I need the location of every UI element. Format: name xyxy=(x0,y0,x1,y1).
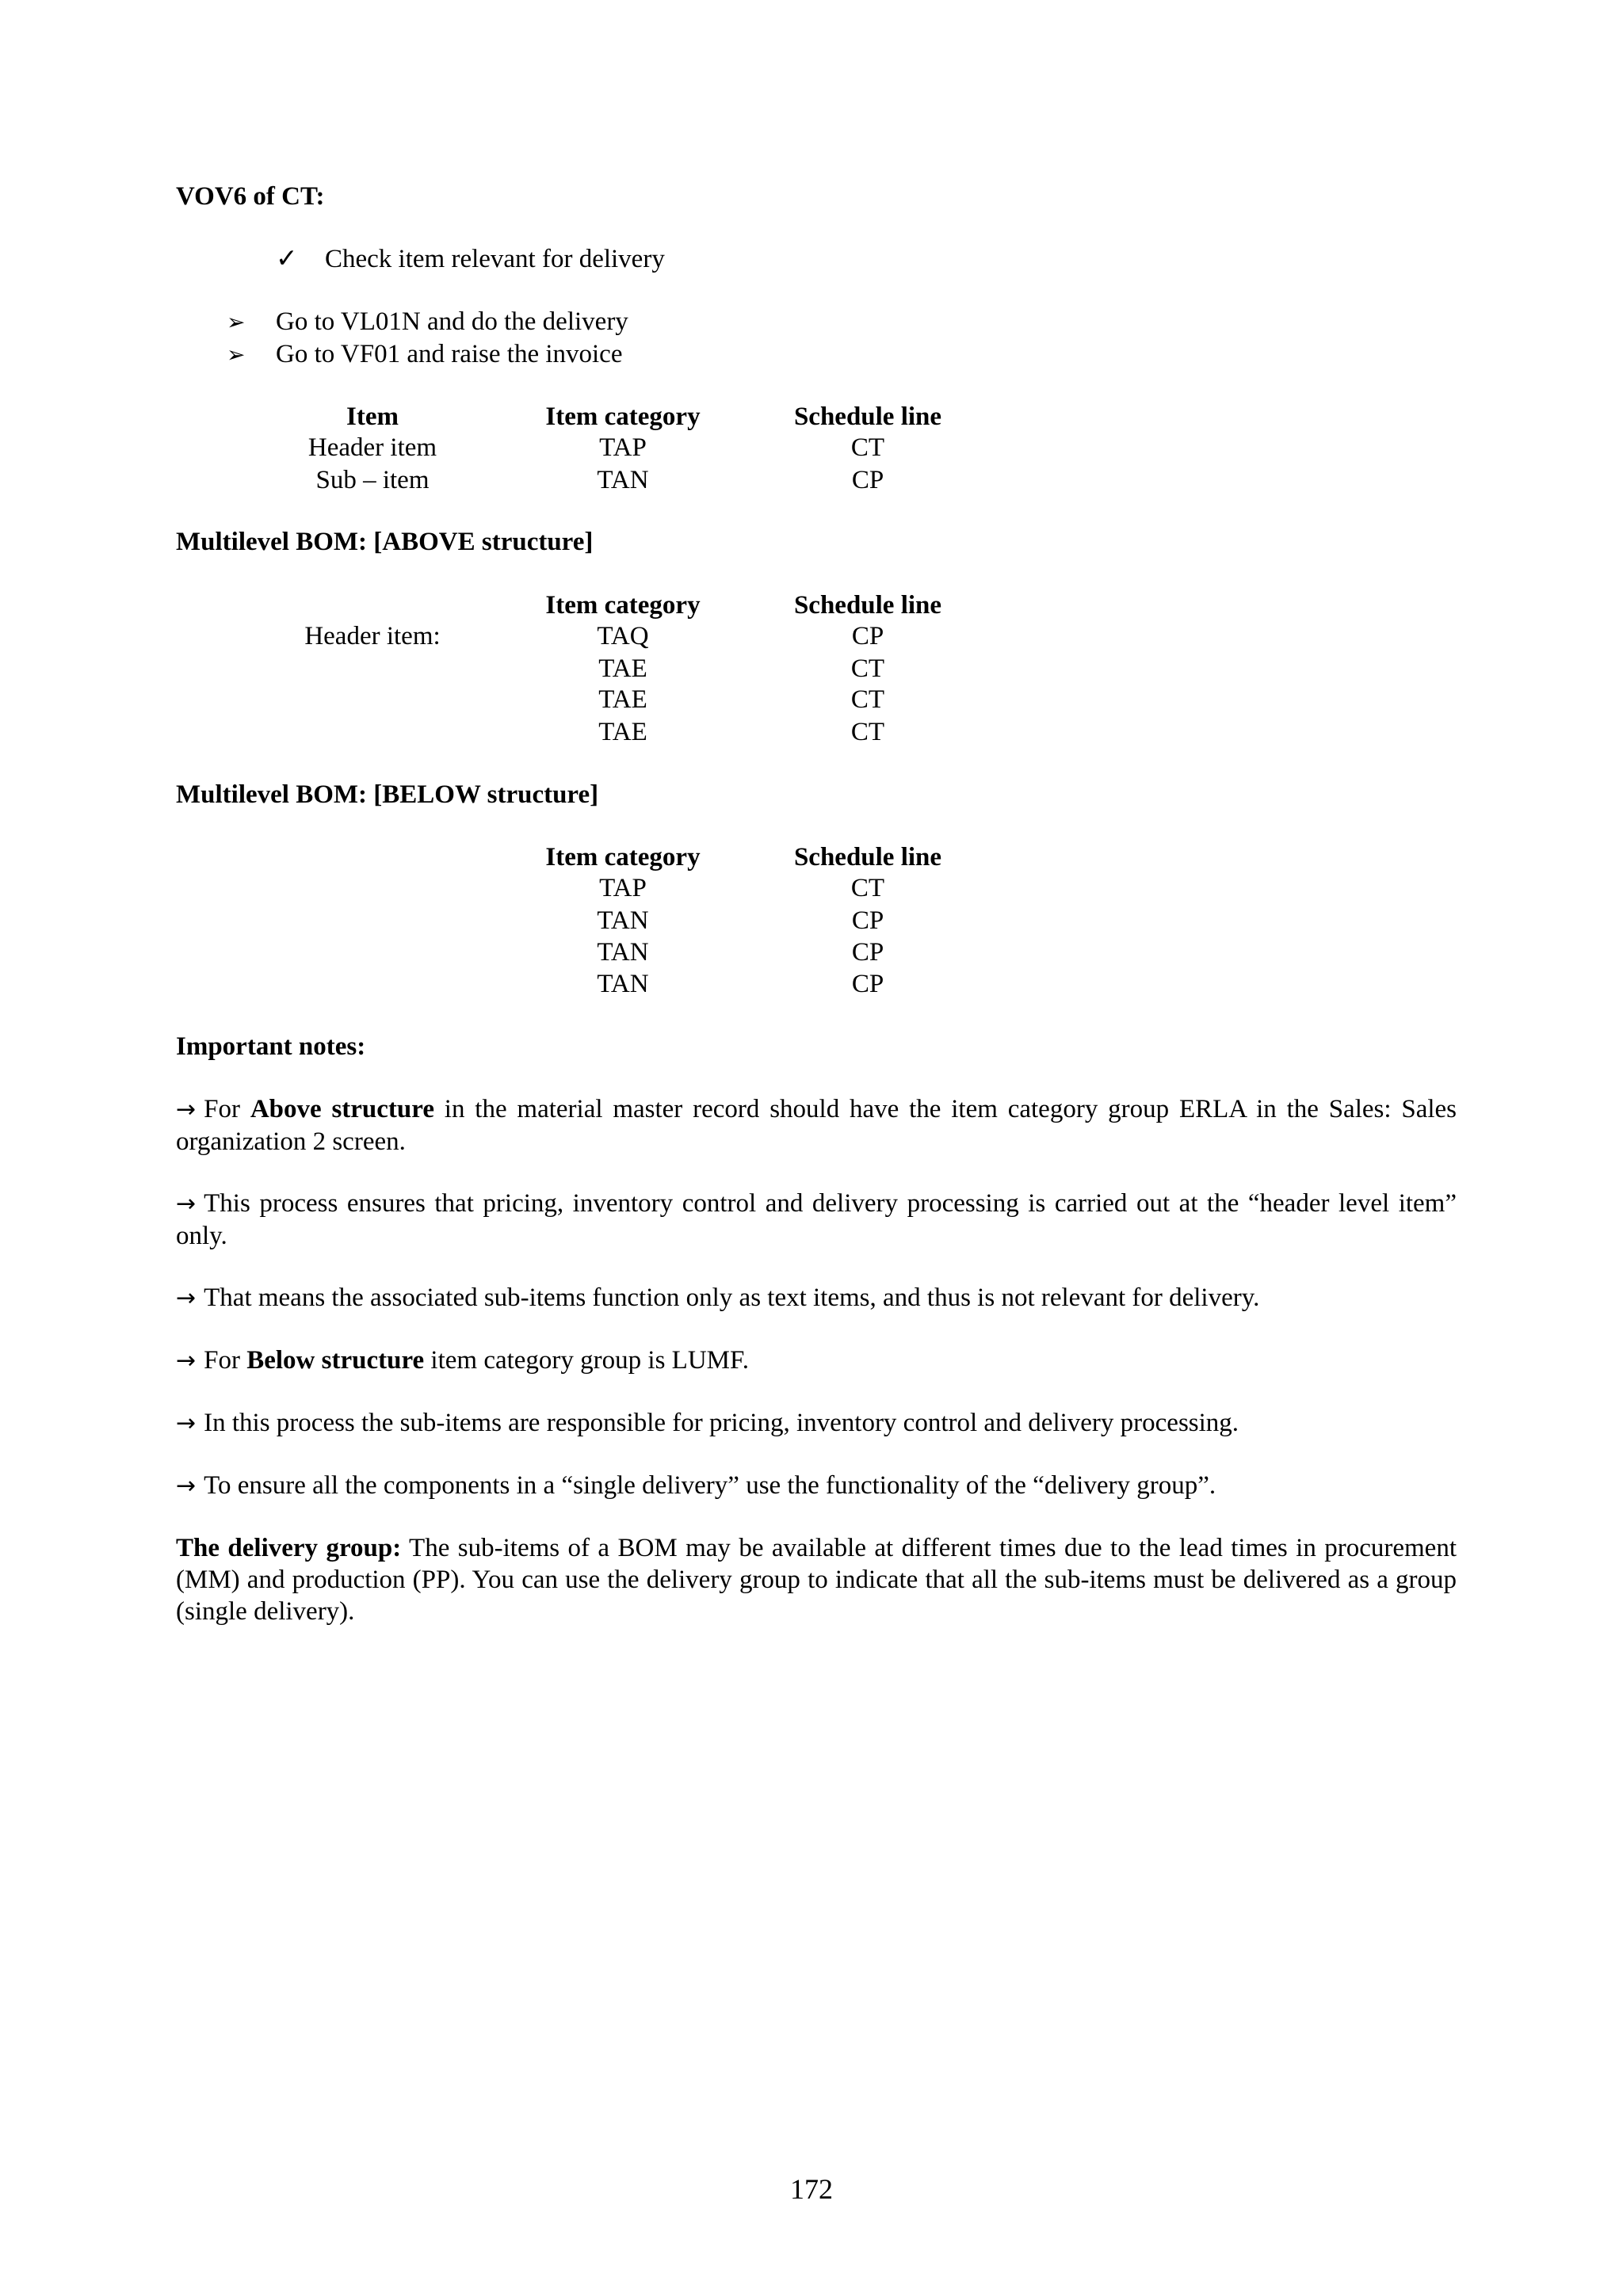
heading-vov6: VOV6 of CT: xyxy=(176,182,325,211)
step-bullet xyxy=(227,338,622,371)
arrow-right-icon: → xyxy=(176,1409,197,1437)
table-cell: TAE xyxy=(598,718,647,746)
arrowhead-bullet-icon: ➢ xyxy=(227,341,246,368)
table-cell: TAN xyxy=(597,906,649,935)
table-header: Item category xyxy=(545,843,701,871)
table-cell: TAN xyxy=(597,970,649,998)
table-cell: CP xyxy=(851,466,884,494)
table-cell: CT xyxy=(850,685,885,714)
table-cell: CP xyxy=(851,906,884,935)
table-cell: TAQ xyxy=(597,622,649,650)
note-header-level: → This process ensures that pricing, inventory control and delivery processing is carried out at the “header level item” only. xyxy=(176,1189,1457,1250)
table-cell: CT xyxy=(850,874,885,902)
note-sub-items: → In this process the sub-items are responsible for pricing, inventory control and delivery processing. xyxy=(176,1409,1239,1437)
table-header: Schedule line xyxy=(793,591,942,620)
step-bullet xyxy=(227,306,628,338)
table-cell: TAP xyxy=(599,433,647,462)
table-header: Schedule line xyxy=(793,402,942,431)
table-cell: CP xyxy=(851,622,884,650)
heading-below-structure: Multilevel BOM: [BELOW structure] xyxy=(176,780,599,809)
checkmark-icon: ✓ xyxy=(276,242,298,273)
table-cell: CP xyxy=(851,970,884,998)
step-text: Go to VF01 and raise the invoice xyxy=(276,340,623,368)
note-text-items: → That means the associated sub-items function only as text items, and thus is not relevant for delivery. xyxy=(176,1283,1260,1312)
heading-above-structure: Multilevel BOM: [ABOVE structure] xyxy=(176,528,594,556)
note-single-delivery: → To ensure all the components in a “single delivery” use the functionality of the “delivery group”. xyxy=(176,1471,1216,1500)
delivery-group-text: The sub-items of a BOM may be available at different times due to the lead times in procurement (MM) and production (PP). You can use the delivery group to indicate that all the sub-items must be delivered as a group (single delivery). xyxy=(176,1534,1457,1626)
table-header: Schedule line xyxy=(793,843,942,871)
table-cell: TAE xyxy=(598,685,647,714)
step-text: Go to VL01N and do the delivery xyxy=(276,307,628,336)
arrow-right-icon: → xyxy=(176,1347,197,1375)
check-item-text: Check item relevant for delivery xyxy=(325,245,665,273)
arrow-right-icon: → xyxy=(176,1096,197,1123)
table-cell: CT xyxy=(850,433,885,462)
table-cell: TAN xyxy=(597,938,649,967)
arrow-right-icon: → xyxy=(176,1284,197,1312)
arrow-right-icon: → xyxy=(176,1190,197,1218)
table-cell: Sub – item xyxy=(315,466,430,494)
heading-important-notes: Important notes: xyxy=(176,1032,366,1061)
table-cell: TAN xyxy=(597,466,649,494)
table-cell: CT xyxy=(850,654,885,683)
table-cell: CT xyxy=(850,718,885,746)
delivery-group-label: The delivery group: xyxy=(176,1534,402,1562)
arrow-right-icon: → xyxy=(176,1472,197,1500)
table-header: Item category xyxy=(545,591,701,620)
delivery-group-paragraph xyxy=(176,1532,1457,1627)
row-label: Header item: xyxy=(304,622,441,650)
table-header: Item category xyxy=(545,402,701,431)
table-cell: TAP xyxy=(599,874,647,902)
table-cell: TAE xyxy=(598,654,647,683)
note-below-structure: → For Below structure item category group is LUMF. xyxy=(176,1346,749,1375)
arrowhead-bullet-icon: ➢ xyxy=(227,309,246,335)
note-above-structure: → For Above structure in the material master record should have the item category group ERLA in the Sales: Sales organization 2 screen. xyxy=(176,1095,1457,1156)
table-header: Item xyxy=(346,402,399,431)
page-number: 172 xyxy=(790,2173,833,2205)
table-cell: CP xyxy=(851,938,884,967)
table-cell: Header item xyxy=(307,433,437,462)
check-bullet xyxy=(276,242,665,275)
